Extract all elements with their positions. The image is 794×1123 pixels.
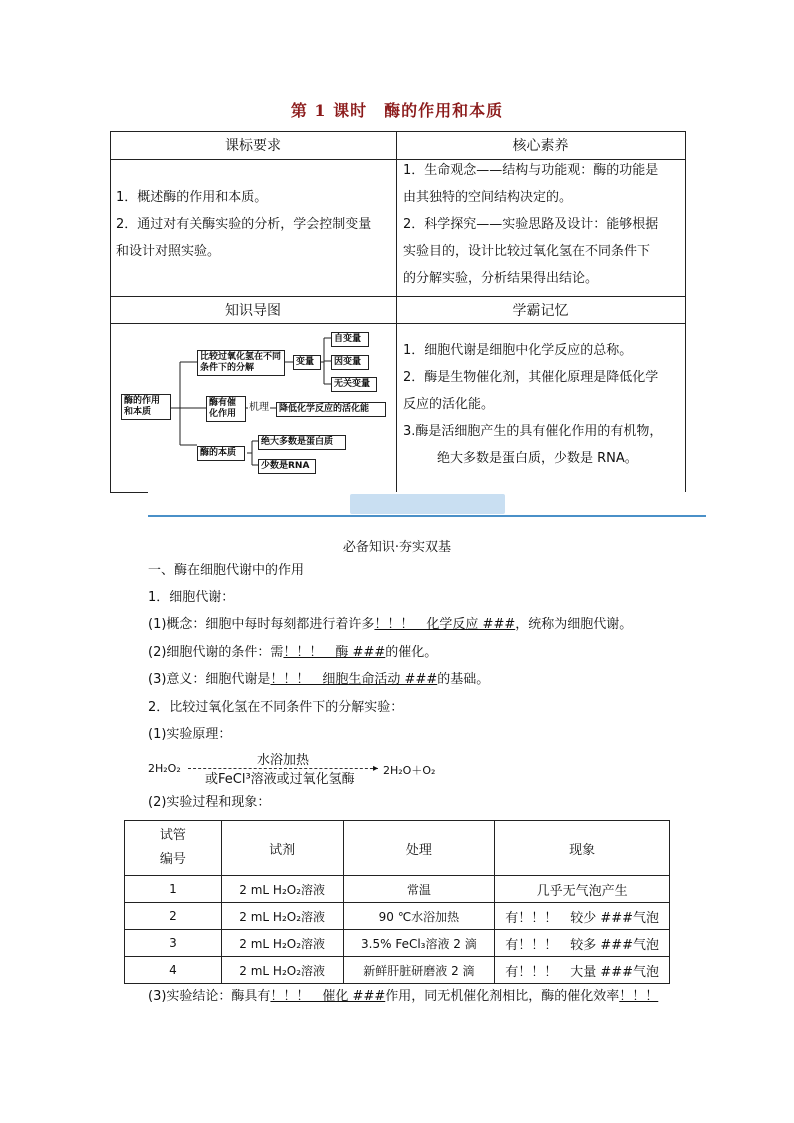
page-title: 第 1 课时 酶的作用和本质 [290, 101, 504, 120]
req-line: 1．概述酶的作用和本质。 [116, 190, 268, 205]
table-row [125, 903, 670, 930]
core-line: 的分解实验，分析结果得出结论。 [403, 271, 599, 286]
equation-product: 2H₂O＋O₂ [383, 764, 436, 777]
equation-reactant: 2H₂O₂ [148, 762, 181, 775]
table-cell: 2 mL H₂O₂溶液 [221, 930, 343, 957]
header-mindmap: 知识导图 [225, 303, 281, 319]
heading-4: (1)实验原理： [148, 727, 232, 742]
memory-line: 3.酶是活细胞产生的具有催化作用的有机物， [403, 424, 663, 439]
section-title: 必备知识·夯实双基 [342, 540, 452, 555]
heading-3: 2．比较过氧化氢在不同条件下的分解实验： [148, 700, 404, 715]
core-line: 2．科学探究——实验思路及设计：能够根据 [403, 217, 659, 232]
section-rule [148, 515, 706, 517]
mindmap-var-dependent: 因变量 [331, 355, 369, 370]
paragraph-2: (2)细胞代谢的条件：需！！！ 酶 ###的催化。 [148, 645, 438, 660]
memory-line: 2．酶是生物催化剂，其催化原理是降低化学 [403, 370, 659, 385]
core-line: 1．生命观念——结构与功能观：酶的功能是 [403, 163, 659, 178]
equation-condition-bottom: 或FeCl³溶液或过氧化氢酶 [205, 772, 355, 787]
memory-text [403, 337, 662, 472]
table-row [125, 876, 670, 903]
blank-fill: ！！！ 催化 ### [270, 989, 386, 1004]
mindmap-var-independent: 自变量 [331, 332, 369, 347]
paragraph-3: (3)意义：细胞代谢是！！！ 细胞生命活动 ###的基础。 [148, 672, 490, 687]
heading-5: (2)实验过程和现象： [148, 795, 271, 810]
header-memory: 学霸记忆 [512, 303, 569, 319]
blank-fill: ！！！ 化学反应 ### [374, 617, 516, 632]
experiment-table [124, 820, 670, 984]
table-cell: 1 [125, 876, 222, 903]
table-row [125, 957, 670, 984]
table-cell: 有！！！ 较少 ###气泡 [495, 903, 670, 930]
column-header: 试剂 [221, 821, 343, 876]
core-text [403, 157, 658, 292]
mindmap-nature-protein: 绝大多数是蛋白质 [258, 435, 346, 450]
mindmap-var-irrelevant: 无关变量 [331, 377, 377, 392]
paragraph-1: (1)概念：细胞中每时每刻都进行着许多！！！ 化学反应 ###，统称为细胞代谢。 [148, 617, 633, 632]
table-cell: 几乎无气泡产生 [495, 876, 670, 903]
header-requirements: 课标要求 [225, 138, 281, 154]
table-cell: 新鲜肝脏研磨液 2 滴 [343, 957, 495, 984]
table-cell: 4 [125, 957, 222, 984]
table-cell: 2 mL H₂O₂溶液 [221, 903, 343, 930]
table-cell: 常温 [343, 876, 495, 903]
mindmap-mechanism: 降低化学反应的活化能 [276, 402, 386, 417]
mindmap-nature-rna: 少数是RNA [258, 459, 316, 474]
req-line: 2．通过对有关酶实验的分析，学会控制变量 [116, 217, 372, 232]
column-header: 试管 编号 [125, 821, 222, 876]
requirements-text [116, 184, 371, 265]
table-cell: 3 [125, 930, 222, 957]
core-line: 实验目的，设计比较过氧化氢在不同条件下 [403, 244, 651, 259]
req-line: 和设计对照实验。 [116, 244, 221, 259]
memory-line: 1．细胞代谢是细胞中化学反应的总称。 [403, 343, 633, 358]
table-cell: 90 ℃水浴加热 [343, 903, 495, 930]
section-banner [350, 494, 505, 514]
equation-condition-top: 水浴加热 [257, 753, 310, 768]
mindmap-node-nature: 酶的本质 [197, 446, 245, 461]
memory-line: 绝大多数是蛋白质，少数是 RNA。 [437, 451, 638, 466]
core-line: 由其独特的空间结构决定的。 [403, 190, 573, 205]
table-cell: 2 [125, 903, 222, 930]
table-cell: 2 mL H₂O₂溶液 [221, 876, 343, 903]
mindmap-node-variable: 变量 [293, 355, 321, 370]
blank-fill: ！！！ 酶 ### [283, 645, 386, 660]
table-header-row [125, 821, 670, 876]
mindmap-node-experiment: 比较过氧化氢在不同条件下的分解 [197, 350, 285, 376]
conclusion: (3)实验结论：酶具有！！！ 催化 ###作用，同无机催化剂相比，酶的催化效率！！！ [148, 989, 659, 1004]
table-cell: 3.5% FeCl₃溶液 2 滴 [343, 930, 495, 957]
mindmap-mechanism-label: 机理 [249, 402, 269, 413]
table-row [125, 930, 670, 957]
table-cell: 有！！！ 较多 ###气泡 [495, 930, 670, 957]
blank-fill: ！！！ [619, 989, 659, 1004]
mindmap-root: 酶的作用和本质 [121, 394, 171, 420]
blank-fill: ！！！ 细胞生命活动 ### [270, 672, 438, 687]
memory-line: 反应的活化能。 [403, 397, 495, 412]
heading-1: 一、酶在细胞代谢中的作用 [148, 563, 305, 578]
column-header: 现象 [495, 821, 670, 876]
table-cell: 有！！！ 大量 ###气泡 [495, 957, 670, 984]
header-core-literacy: 核心素养 [512, 138, 569, 154]
column-header: 处理 [343, 821, 495, 876]
heading-2: 1．细胞代谢： [148, 590, 235, 605]
table-cell: 2 mL H₂O₂溶液 [221, 957, 343, 984]
arrow-head-icon: ▸ [373, 763, 379, 774]
mindmap-node-catalysis: 酶有催化作用 [206, 396, 246, 422]
